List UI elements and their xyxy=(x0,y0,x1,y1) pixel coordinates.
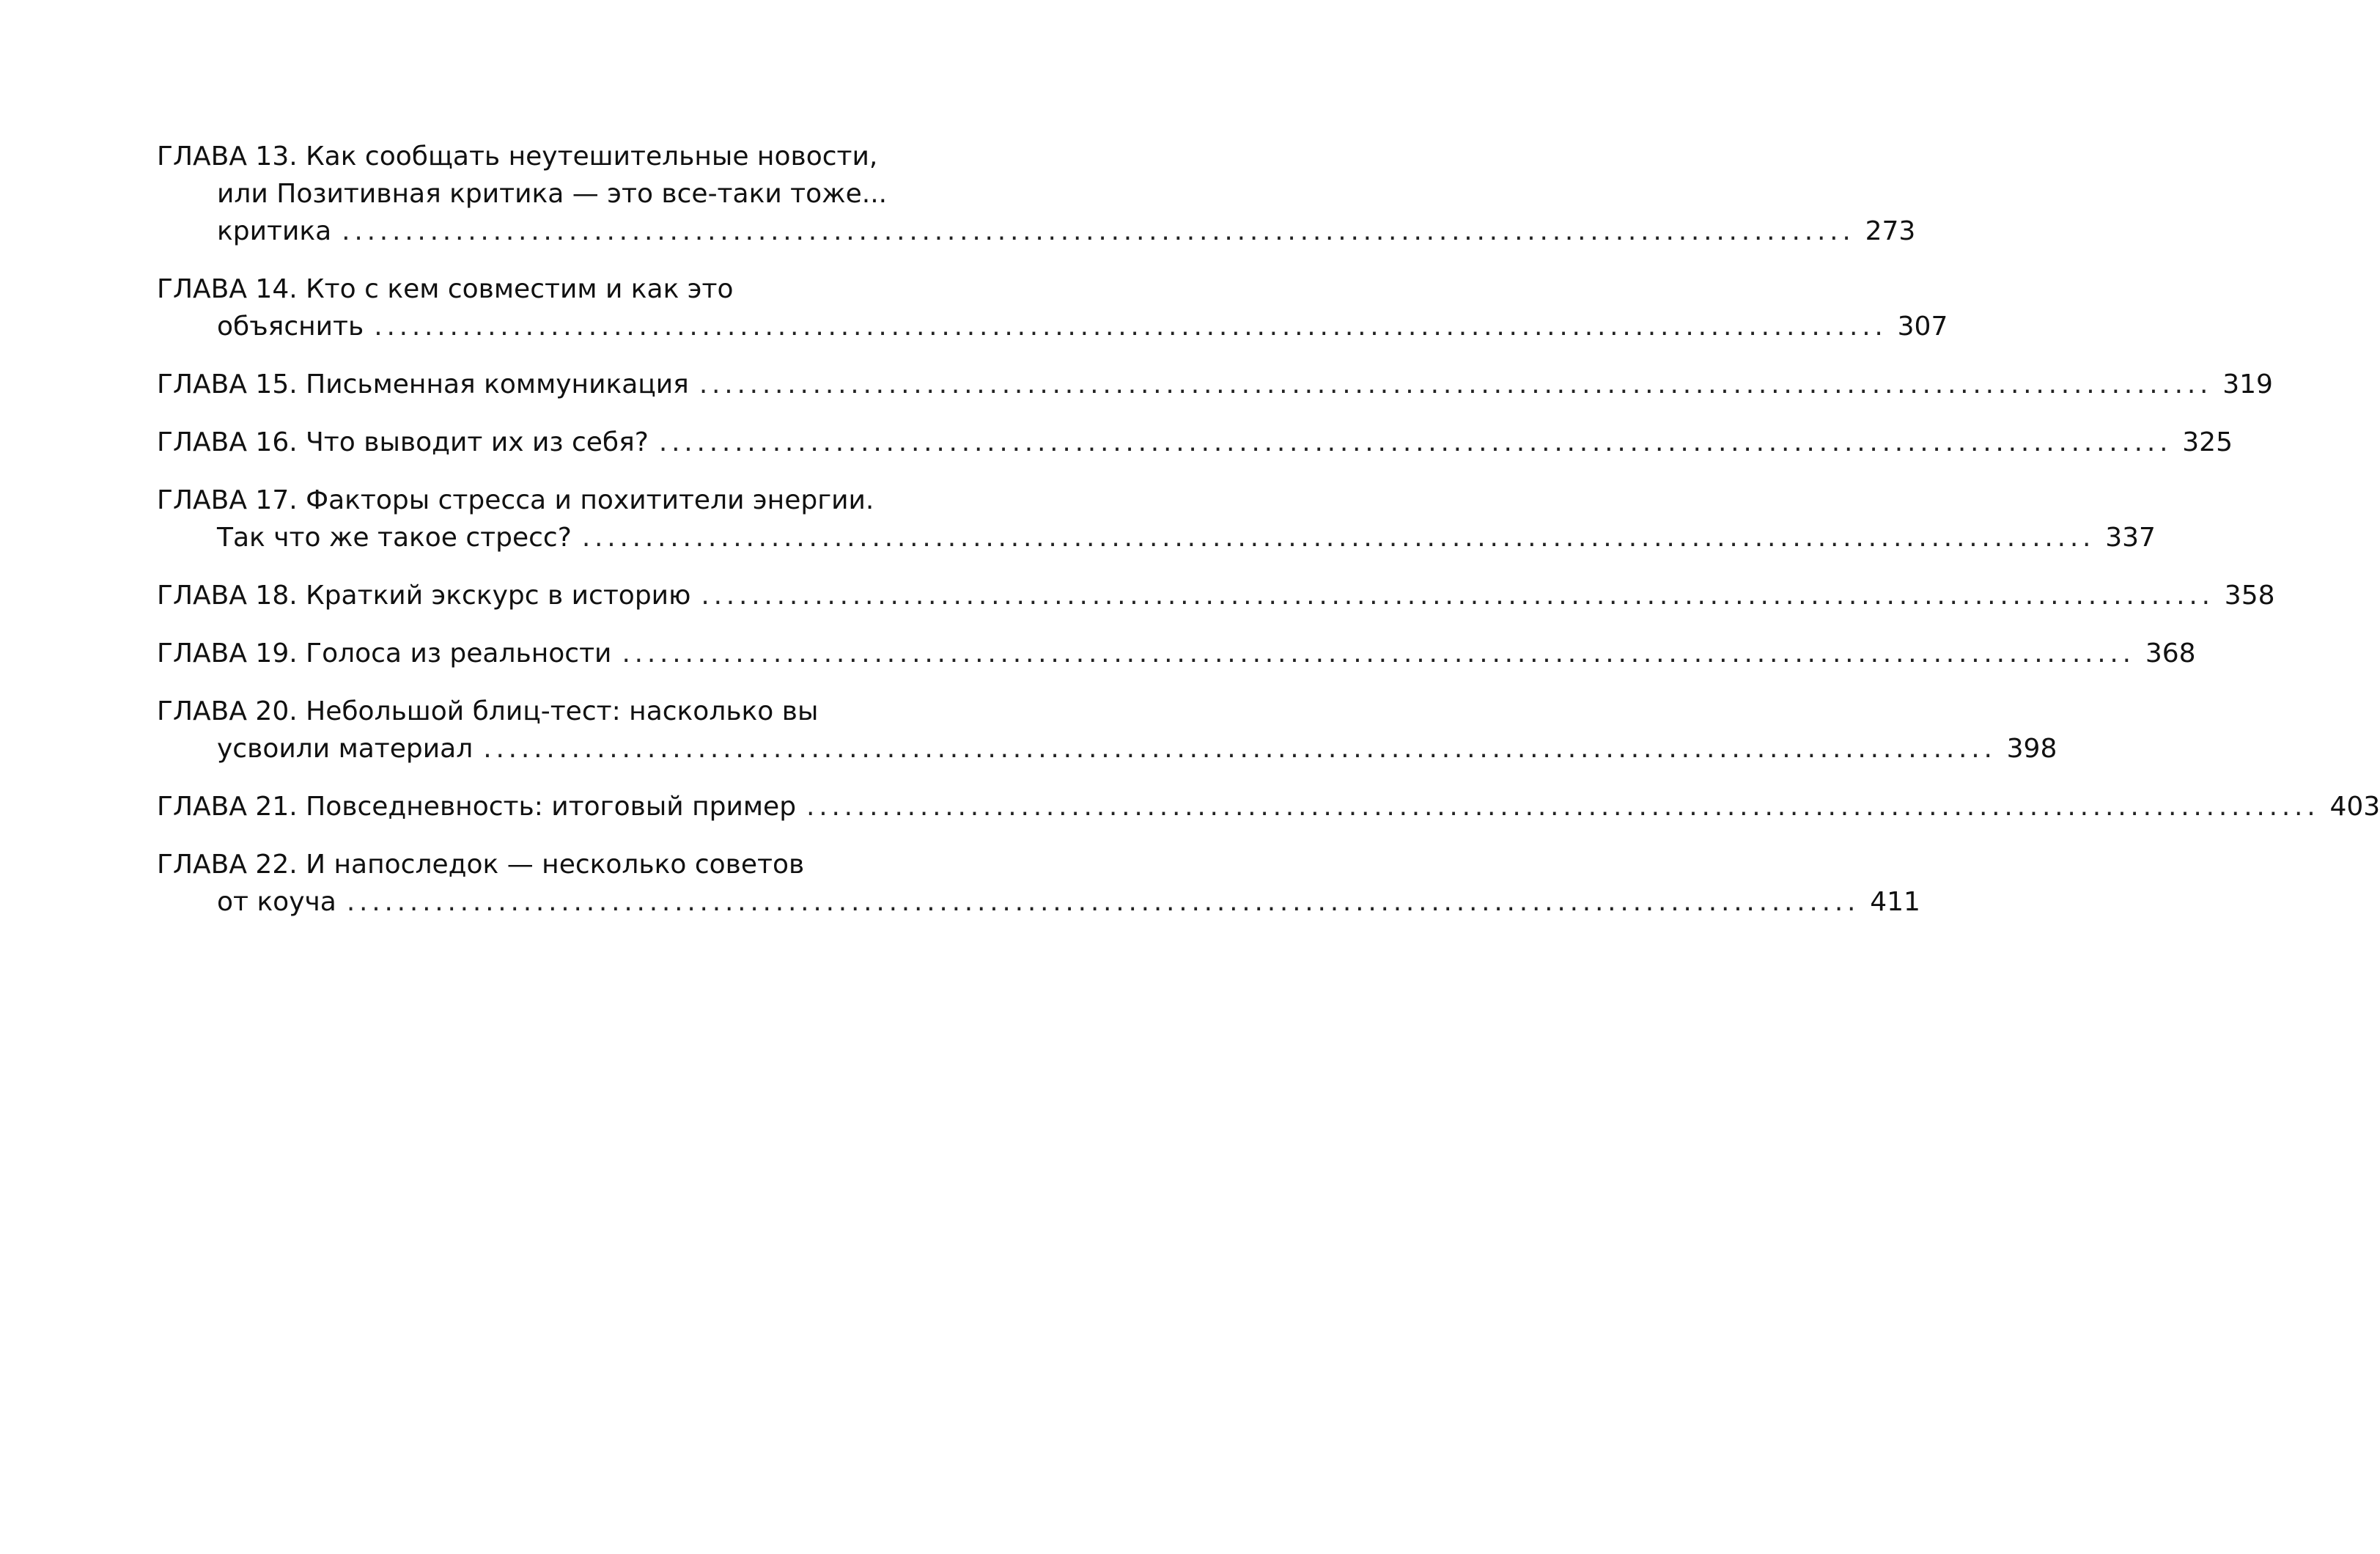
dot-leader: ........................................................................................................................ xyxy=(581,523,2096,553)
chapter-label: ГЛАВА 14. xyxy=(157,274,298,304)
chapter-title: Как сообщать неутешительные новости, xyxy=(306,141,878,172)
toc-line xyxy=(157,883,1920,921)
toc-entry-13 xyxy=(157,138,1916,250)
chapter-label: ГЛАВА 21. xyxy=(157,792,298,822)
chapter-title: Повседневность: итоговый пример xyxy=(306,792,797,822)
toc-line xyxy=(157,846,919,883)
chapter-title: критика xyxy=(217,216,332,246)
dot-leader: ........................................................................................................................ xyxy=(346,887,1860,917)
toc-entry-15 xyxy=(157,366,2273,403)
toc-line xyxy=(157,693,919,730)
chapter-title: И напоследок — несколько советов xyxy=(306,850,805,880)
toc-line xyxy=(157,175,919,213)
chapter-title: объяснить xyxy=(217,312,364,342)
chapter-title: Письменная коммуникация xyxy=(306,369,689,399)
dot-leader: ........................................................................................................................ xyxy=(622,638,2135,669)
chapter-title: усвоили материал xyxy=(217,734,474,764)
toc-line xyxy=(157,366,2273,403)
toc-line xyxy=(157,730,2057,767)
chapter-label: ГЛАВА 17. xyxy=(157,485,298,515)
toc-line xyxy=(157,308,1948,345)
toc-entry-16 xyxy=(157,424,2233,461)
dot-leader: ........................................................................................................................ xyxy=(483,734,1997,764)
toc-line xyxy=(157,138,919,175)
toc-line xyxy=(157,635,2196,672)
chapter-title: Факторы стресса и похитители энергии. xyxy=(306,485,874,515)
chapter-title: Голоса из реальности xyxy=(306,638,612,669)
chapter-title: Небольшой блиц-тест: насколько вы xyxy=(306,696,819,726)
toc-line xyxy=(157,424,2233,461)
table-of-contents xyxy=(157,138,2380,941)
chapter-label: ГЛАВА 19. xyxy=(157,638,298,669)
page-number: 307 xyxy=(1897,312,1948,342)
page-number: 325 xyxy=(2182,427,2233,457)
toc-entry-19 xyxy=(157,635,2196,672)
chapter-title: Кто с кем совместим и как это xyxy=(306,274,734,304)
chapter-title: Краткий экскурс в историю xyxy=(306,581,691,611)
dot-leader: ........................................................................................................................ xyxy=(806,792,2320,822)
chapter-title: от коуча xyxy=(217,887,336,917)
toc-entry-20 xyxy=(157,693,2057,767)
chapter-label: ГЛАВА 15. xyxy=(157,369,298,399)
chapter-label: ГЛАВА 20. xyxy=(157,696,298,726)
dot-leader: ........................................................................................................................ xyxy=(699,369,2213,399)
page-number: 411 xyxy=(1870,887,1920,917)
chapter-title: или Позитивная критика — это все-таки тоже... xyxy=(217,179,888,209)
dot-leader: ........................................................................................................................ xyxy=(658,427,2173,457)
chapter-label: ГЛАВА 18. xyxy=(157,581,298,611)
dot-leader: ........................................................................................................................ xyxy=(374,312,1887,342)
page-number: 403 xyxy=(2329,792,2380,822)
toc-line xyxy=(157,270,919,308)
toc-line xyxy=(157,577,2275,614)
page-number: 368 xyxy=(2145,638,2196,669)
dot-leader: ........................................................................................................................ xyxy=(701,581,2214,611)
chapter-label: ГЛАВА 16. xyxy=(157,427,298,457)
toc-entry-18 xyxy=(157,577,2275,614)
toc-line xyxy=(157,788,2380,825)
chapter-title: Что выводит их из себя? xyxy=(306,427,649,457)
toc-line xyxy=(157,482,919,519)
page-number: 319 xyxy=(2222,369,2273,399)
page-number: 358 xyxy=(2224,581,2275,611)
page-number: 398 xyxy=(2006,734,2057,764)
toc-entry-21 xyxy=(157,788,2380,825)
chapter-label: ГЛАВА 22. xyxy=(157,850,298,880)
dot-leader: ........................................................................................................................ xyxy=(342,216,1855,246)
toc-entry-17 xyxy=(157,482,2156,556)
chapter-label: ГЛАВА 13. xyxy=(157,141,298,172)
toc-line xyxy=(157,519,2156,556)
chapter-title: Так что же такое стресс? xyxy=(217,523,572,553)
page-number: 337 xyxy=(2105,523,2156,553)
page-number: 273 xyxy=(1865,216,1916,246)
toc-entry-14 xyxy=(157,270,1948,345)
toc-entry-22 xyxy=(157,846,1920,921)
toc-line xyxy=(157,213,1916,250)
